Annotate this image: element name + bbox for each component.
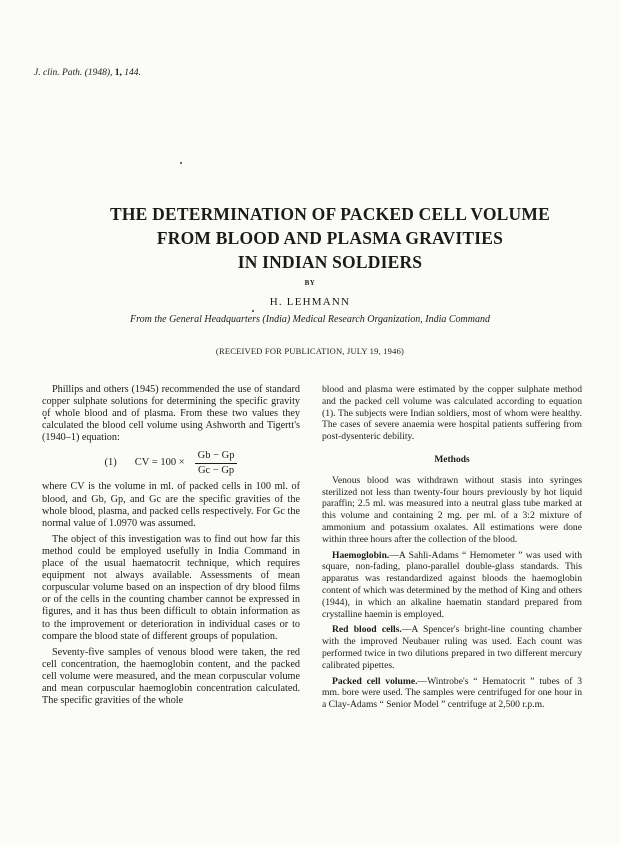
equation: [42, 448, 300, 478]
received-date: (RECEIVED FOR PUBLICATION, JULY 19, 1946): [215, 346, 405, 356]
paragraph-text: —A Spencer's bright-line counting chamber with the improved Neubauer ruling was used. Each count was performed twice in two dilutions prepared in two different mercury calibrated pipettes.: [322, 624, 583, 671]
journal-page: 144.: [124, 68, 141, 78]
paragraph-text: —A Sahli-Adams “ Hemometer ” was used with square, non-fading, plano-parallel double-glass standards. This apparatus was restandardized against bloods the haemoglobin content of which was determined by the method of King and others (1944), in which an alkaline haematin standard prepared from crystalline haemin is employed.: [322, 549, 582, 620]
paragraph-red-blood-cells: [322, 624, 582, 671]
author-affiliation: From the General Headquarters (India) Medical Research Organization, India Command: [130, 314, 490, 325]
paragraph-text: —Wintrobe's “ Hematocrit ” tubes of 3 mm. bore were used. The samples were centrifuged for one hour in a Clay-Adams “ Senior Model ” centrifuge at 2,500 r.p.m.: [322, 675, 582, 711]
title-line: IN INDIAN SOLDIERS: [237, 252, 423, 272]
paper-title: [40, 202, 620, 274]
paragraph-haemoglobin: [322, 550, 582, 621]
paragraph: Seventy-five samples of venous blood were taken, the red cell concentration, the haemoglobin content, and the packed cell volume were measured, and the mean corpuscular volume and mean corpuscular haemoglobin concentration calculated. The specific gravities of the whole: [42, 646, 300, 707]
equation-lhs: CV = 100 ×: [134, 457, 185, 469]
paragraph-packed-cell-volume: [322, 676, 582, 711]
section-heading-methods: Methods: [434, 454, 470, 465]
speck-mark: [252, 310, 254, 312]
right-column: [322, 384, 582, 715]
author-name: H. LEHMANN: [269, 296, 351, 308]
paragraph: where CV is the volume in ml. of packed cells in 100 ml. of blood, and Gb, Gp, and Gc are the specific gravities of the whole blood, plasma, and packed cells respectively. For Gc the normal value of 1.0970 was assumed.: [42, 481, 300, 529]
fraction-numerator: Gb − Gp: [195, 450, 238, 464]
left-column: [42, 384, 300, 711]
journal-volume: 1,: [114, 68, 122, 78]
paragraph: blood and plasma were estimated by the copper sulphate method and the packed cell volume was calculated according to equation (1). The subjects were Indian soldiers, most of whom were healthy. The cases of severe anaemia were hospital patients suffering from post-dysenteric debility.: [322, 384, 582, 443]
equation-fraction: [195, 450, 238, 477]
runin-heading: Red blood cells.: [332, 624, 402, 636]
speck-mark: [180, 162, 182, 164]
journal-year: (1948),: [84, 68, 113, 78]
paragraph: Phillips and others (1945) recommended the use of standard copper sulphate solutions for determining the specific gravity of whole blood and of plasma. From these two values they calculated the blood cell volume using Ashworth and Tigertt's (1940–1) equation:: [42, 384, 300, 444]
journal-citation: [34, 68, 141, 78]
title-line: FROM BLOOD AND PLASMA GRAVITIES: [156, 228, 504, 248]
paragraph: Venous blood was withdrawn without stasis into syringes sterilized not less than twenty-four hours previously by hot liquid paraffin; 2.5 ml. was measured into a neutral glass tube marked at this volume and containing 2 mg. per ml. of a 3:2 mixture of ammonium and potassium oxalates. All estimations were done within three hours after the collection of the blood.: [322, 474, 582, 545]
byline-by: BY: [304, 279, 316, 287]
journal-name: J. clin. Path.: [34, 68, 83, 78]
runin-heading: Packed cell volume.: [332, 675, 418, 687]
paragraph: The object of this investigation was to find out how far this method could be employed usefully in India Command in place of the usual haematocrit technique, which requires equipment not always available. Assessments of mean corpuscular volume based on an inspection of dry blood films or of the cells in the counting chamber cannot be expressed in figures, and it has thus been difficult to obtain information as to the improvement or deterioration in individual cases or to compare the blood state of different groups of population.: [42, 533, 300, 642]
fraction-denominator: Gc − Gp: [197, 464, 235, 476]
runin-heading: Haemoglobin.: [332, 549, 390, 561]
equation-number: (1): [104, 457, 117, 469]
title-line: THE DETERMINATION OF PACKED CELL VOLUME: [110, 204, 550, 224]
